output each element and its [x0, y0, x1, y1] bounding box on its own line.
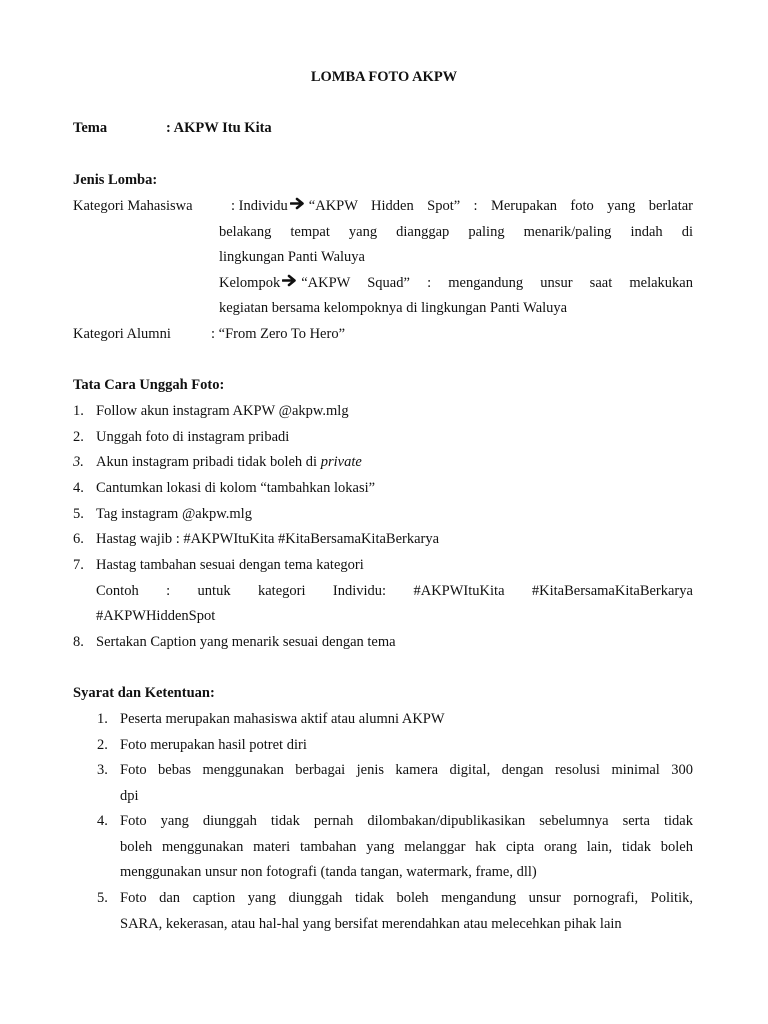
kelompok-line	[219, 273, 693, 293]
tata-cara-item: Unggah foto di instagram pribadi	[96, 429, 290, 445]
tata-cara-num: 3.	[73, 454, 84, 470]
document-title: LOMBA FOTO AKPW	[310, 69, 458, 85]
tata-cara-item: Cantumkan lokasi di kolom “tambahkan lokasi”	[96, 480, 376, 496]
syarat-item-cont: menggunakan unsur non fotografi (tanda tangan, watermark, frame, dll)	[120, 864, 537, 880]
syarat-num: 2.	[97, 737, 108, 753]
syarat-item: Foto yang diunggah tidak pernah dilombakan/dipublikasikan sebelumnya serta tidak	[120, 813, 693, 829]
kategori-alumni-label: Kategori Alumni	[73, 326, 171, 342]
tema-label: Tema	[73, 120, 108, 136]
syarat-item-cont: SARA, kekerasan, atau hal-hal yang bersifat merendahkan atau melecehkan pihak lain	[120, 916, 622, 932]
syarat-num: 1.	[97, 711, 108, 727]
individu-desc-1: “AKPW Hidden Spot” : Merupakan foto yang berlatar	[308, 198, 693, 214]
tata-cara-heading: Tata Cara Unggah Foto:	[73, 377, 225, 393]
individu-line	[231, 196, 693, 216]
syarat-item-cont: dpi	[120, 788, 139, 804]
tema-value: : AKPW Itu Kita	[166, 120, 272, 136]
tata-cara-item	[96, 452, 362, 472]
contoh-word: untuk	[197, 583, 231, 599]
syarat-item: Foto merupakan hasil potret diri	[120, 737, 307, 753]
tata-cara-item-italic: private	[320, 454, 362, 470]
syarat-item-cont: boleh menggunakan materi tambahan yang melanggar hak cipta orang lain, tidak boleh	[120, 839, 693, 855]
syarat-num: 4.	[97, 813, 108, 829]
tata-cara-num: 4.	[73, 480, 84, 496]
contoh-word: kategori	[257, 583, 306, 599]
syarat-num: 3.	[97, 762, 108, 778]
kelompok-desc-2: kegiatan bersama kelompoknya di lingkungan Panti Waluya	[219, 300, 568, 316]
tata-cara-item: Hastag wajib : #AKPWItuKita #KitaBersamaKitaBerkarya	[96, 531, 440, 547]
tata-cara-num: 2.	[73, 429, 84, 445]
jenis-lomba-heading: Jenis Lomba:	[73, 172, 158, 188]
tata-cara-num: 7.	[73, 557, 84, 573]
tata-cara-item: Tag instagram @akpw.mlg	[96, 506, 252, 522]
individu-desc-2: belakang tempat yang dianggap paling menarik/paling indah di	[219, 224, 693, 240]
contoh-word: #AKPWItuKita	[413, 583, 505, 599]
contoh-word: Individu:	[332, 583, 387, 599]
syarat-heading: Syarat dan Ketentuan:	[73, 685, 215, 701]
arrow-right-icon	[290, 196, 305, 216]
kelompok-desc-1: “AKPW Squad” : mengandung unsur saat melakukan	[301, 275, 693, 291]
kategori-alumni-value: : “From Zero To Hero”	[211, 326, 346, 342]
tata-cara-item: Hastag tambahan sesuai dengan tema kategori	[96, 557, 364, 573]
tata-cara-item-text: Akun instagram pribadi tidak boleh di	[96, 454, 318, 470]
tata-cara-num: 6.	[73, 531, 84, 547]
syarat-item: Peserta merupakan mahasiswa aktif atau alumni AKPW	[120, 711, 445, 727]
tata-cara-num: 1.	[73, 403, 84, 419]
kelompok-prefix: Kelompok	[219, 275, 281, 291]
individu-desc-3: lingkungan Panti Waluya	[219, 249, 365, 265]
syarat-item: Foto dan caption yang diunggah tidak boleh mengandung unsur pornografi, Politik,	[120, 890, 693, 906]
contoh-word: Contoh	[96, 583, 139, 599]
tata-cara-item: Follow akun instagram AKPW @akpw.mlg	[96, 403, 349, 419]
tata-cara-item: Sertakan Caption yang menarik sesuai dengan tema	[96, 634, 396, 650]
contoh-line-2: #AKPWHiddenSpot	[96, 608, 216, 624]
contoh-line	[96, 581, 693, 601]
syarat-item: Foto bebas menggunakan berbagai jenis kamera digital, dengan resolusi minimal 300	[120, 762, 693, 778]
individu-prefix: : Individu	[231, 198, 288, 214]
kategori-mahasiswa-label: Kategori Mahasiswa	[73, 198, 193, 214]
tata-cara-num: 5.	[73, 506, 84, 522]
syarat-num: 5.	[97, 890, 108, 906]
arrow-right-icon	[282, 273, 297, 293]
contoh-word: #KitaBersamaKitaBerkarya	[531, 583, 693, 599]
contoh-word: :	[166, 583, 171, 599]
tata-cara-num: 8.	[73, 634, 84, 650]
